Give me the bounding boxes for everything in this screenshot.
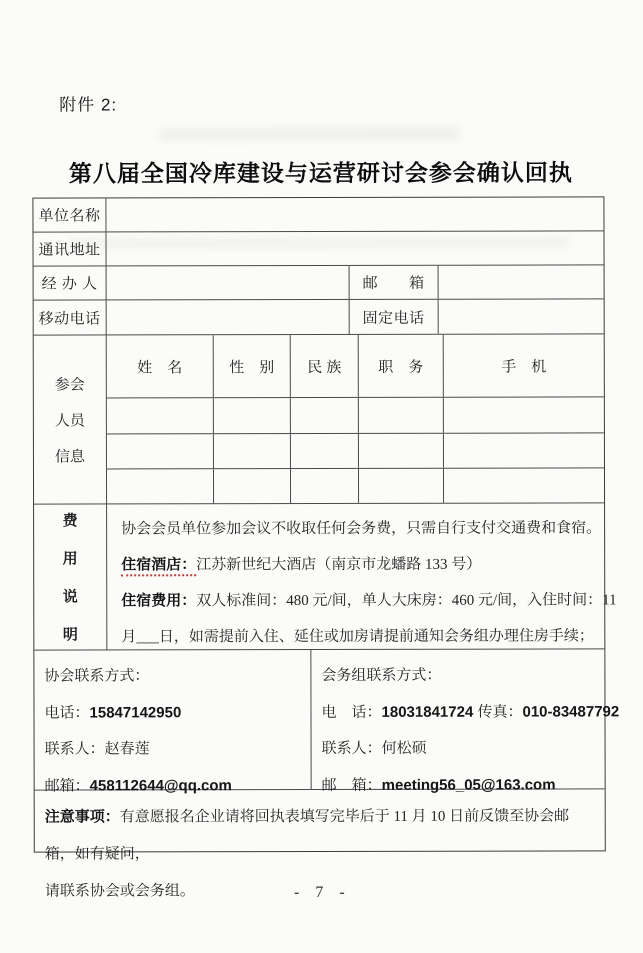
phone-value: 15847142950 <box>89 703 182 721</box>
fee-label-char: 用 <box>62 550 78 568</box>
association-contact-title: 协会联系方式： <box>44 667 150 685</box>
association-contact <box>34 650 310 795</box>
col-header-ethnicity: 民 族 <box>290 335 358 398</box>
participant-row <box>107 432 604 468</box>
cell-mobile <box>443 398 604 433</box>
cell-name <box>107 399 213 433</box>
fee-line-policy: 协会会员单位参加会议不收取任何会务费，只需自行支付交通费和食宿。 <box>121 520 602 538</box>
cell-name <box>107 469 213 503</box>
row-phones <box>34 298 604 334</box>
scan-artifact <box>159 128 459 141</box>
participant-row <box>107 397 604 433</box>
fee-label-char: 说 <box>62 588 78 606</box>
cell-ethnicity <box>290 398 358 432</box>
notes-line-1 <box>45 797 593 873</box>
contacts-section <box>34 648 620 795</box>
phone-label: 电 话： <box>321 703 382 721</box>
email-label: 邮箱： <box>44 776 90 795</box>
email-value: 458112644@qq.com <box>89 776 232 794</box>
cell-duty <box>358 469 443 503</box>
organizer-phone-line <box>321 694 619 731</box>
fee-line-cost <box>121 582 616 619</box>
email-value: meeting56_05@163.com <box>381 776 556 794</box>
cell-mobile <box>443 468 604 503</box>
handler-field <box>106 266 349 300</box>
address-field <box>105 231 603 265</box>
organizer-contact-title: 会务组联系方式： <box>321 666 442 685</box>
contact-value: 赵春莲 <box>104 740 150 758</box>
cost-value: 双人标准间：480 元/间，单人大床房：460 元/间，入住时间：11 <box>196 592 617 610</box>
organizer-contact-line <box>322 730 620 767</box>
email-field <box>438 265 604 298</box>
fee-details <box>106 503 631 649</box>
organizer-contact <box>310 649 631 794</box>
email-label: 邮 箱 <box>349 266 438 299</box>
contact-value: 何松硕 <box>381 739 427 757</box>
fee-section <box>34 502 617 649</box>
row-unit-name <box>33 197 603 231</box>
handler-label: 经 办 人 <box>41 275 98 293</box>
contact-label: 联系人： <box>321 739 382 758</box>
phone-value: 18031841724 <box>381 703 474 721</box>
cell-gender <box>213 399 290 433</box>
notes-content <box>35 789 605 900</box>
col-header-duty: 职 务 <box>358 335 443 398</box>
cell-gender <box>213 469 290 503</box>
participants-label-line: 参会 <box>54 375 85 394</box>
fax-label: 传真： <box>477 703 523 721</box>
cell-name <box>107 434 213 468</box>
cell-mobile <box>443 433 604 468</box>
fee-line-hotel <box>121 546 616 583</box>
row-handler-email <box>34 264 604 299</box>
cell-ethnicity <box>290 434 358 468</box>
unit-name-field <box>105 197 603 231</box>
fee-label-char: 费 <box>62 512 78 530</box>
notes-line-2: 请联系协会或会务组。 <box>44 883 195 900</box>
col-header-mobile: 手 机 <box>443 334 604 397</box>
page-number: - 7 - <box>294 883 351 902</box>
participants-label-line: 人员 <box>54 411 85 430</box>
participants-section <box>34 333 604 503</box>
participants-section-label <box>34 335 106 503</box>
fee-line-checkin: 月___日，如需提前入住、延住或加房请提前通知会务组办理住房手续； <box>121 628 594 646</box>
cell-ethnicity <box>290 469 358 503</box>
fee-section-label <box>34 504 106 649</box>
association-phone-line <box>44 695 298 732</box>
hotel-value: 江苏新世纪大酒店（南京市龙蟠路 133 号） <box>196 556 482 574</box>
cell-gender <box>213 434 290 468</box>
contact-label: 联系人： <box>44 740 105 758</box>
confirmation-form-table <box>32 196 620 900</box>
col-header-name: 姓 名 <box>137 359 183 377</box>
notes-text-1: 有意愿报名企业请将回执表填写完毕后于 11 月 10 日前反馈至协会邮箱，如有疑问， <box>44 808 570 863</box>
fee-label-char: 明 <box>62 626 78 644</box>
participants-label-line: 信息 <box>54 447 85 466</box>
mobile-field <box>106 300 349 335</box>
fax-value: 010-83487792 <box>522 702 620 721</box>
landline-label: 固定电话 <box>349 300 438 334</box>
cell-duty <box>358 398 443 432</box>
attachment-label: 附件 2: <box>59 95 118 115</box>
col-header-gender: 性 别 <box>213 335 290 398</box>
mobile-label: 移动电话 <box>38 309 101 328</box>
address-label: 通讯地址 <box>38 241 101 259</box>
cell-duty <box>358 433 443 467</box>
landline-field <box>438 299 604 333</box>
row-address <box>33 230 603 265</box>
participants-grid <box>106 334 604 503</box>
phone-label: 电话： <box>44 703 90 722</box>
email-label: 邮 箱： <box>321 776 382 794</box>
association-contact-line <box>45 731 299 768</box>
notes-label: 注意事项： <box>44 808 120 826</box>
hotel-label: 住宿酒店： <box>121 556 196 576</box>
participants-header-row <box>107 334 604 398</box>
page-title: 第八届全国冷库建设与运营研讨会参会确认回执 <box>68 159 573 187</box>
unit-name-label: 单位名称 <box>38 207 101 225</box>
participant-row <box>107 467 604 503</box>
notes-section <box>35 788 605 900</box>
cost-label: 住宿费用： <box>121 592 197 610</box>
